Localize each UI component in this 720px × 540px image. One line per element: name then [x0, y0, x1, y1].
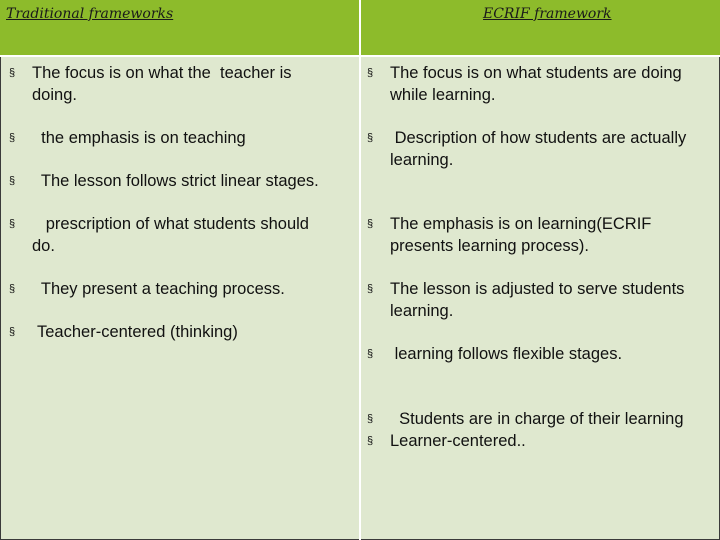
bullet-icon: § [9, 67, 16, 79]
bullet-icon: § [9, 326, 16, 338]
header-traditional-frameworks [0, 0, 359, 55]
list-item-text: while learning. [390, 86, 496, 104]
list-item-text: learning follows flexible stages. [390, 345, 623, 363]
bullet-icon: § [9, 175, 16, 187]
bullet-icon: § [367, 413, 374, 425]
list-item [9, 321, 238, 409]
header-ecrif-framework [361, 0, 720, 55]
list-item-text: Learner-centered.. [390, 432, 526, 450]
bullet-icon: § [367, 132, 374, 144]
column-divider [359, 0, 361, 540]
list-item [367, 430, 526, 518]
list-item-text: Teacher-centered (thinking) [37, 323, 238, 341]
list-item-text: Students are in charge of their learning [390, 410, 684, 428]
list-item-text: They present a teaching process. [32, 280, 285, 298]
bullet-icon: § [9, 218, 16, 230]
list-item-text: the emphasis is on teaching [32, 129, 246, 147]
list-item-text: The emphasis is on learning(ECRIF [390, 215, 652, 233]
ecrif-column [361, 57, 720, 540]
list-item-text: do. [32, 237, 55, 255]
header-left-title: Traditional frameworks [6, 6, 174, 22]
bullet-icon: § [367, 67, 374, 79]
list-item-text: presents learning process). [390, 237, 590, 255]
bullet-icon: § [367, 348, 374, 360]
bullet-icon: § [9, 283, 16, 295]
list-item-text: The focus is on what students are doing [390, 64, 682, 82]
traditional-column [0, 57, 359, 540]
list-item-continuation [390, 149, 454, 215]
list-item-text: learning. [390, 302, 454, 320]
list-item-text: The focus is on what the teacher is [32, 64, 292, 82]
bullet-icon: § [367, 435, 374, 447]
list-item-text: The lesson follows strict linear stages. [32, 172, 319, 190]
list-item-text: prescription of what students should [32, 215, 309, 233]
list-item-text: learning. [390, 151, 454, 169]
bullet-icon: § [367, 218, 374, 230]
header-right-title: ECRIF framework [483, 6, 612, 22]
bullet-icon: § [367, 283, 374, 295]
bullet-icon: § [9, 132, 16, 144]
list-item-text: doing. [32, 86, 77, 104]
list-item-text: Description of how students are actually [390, 129, 687, 147]
list-item-text: The lesson is adjusted to serve students [390, 280, 685, 298]
